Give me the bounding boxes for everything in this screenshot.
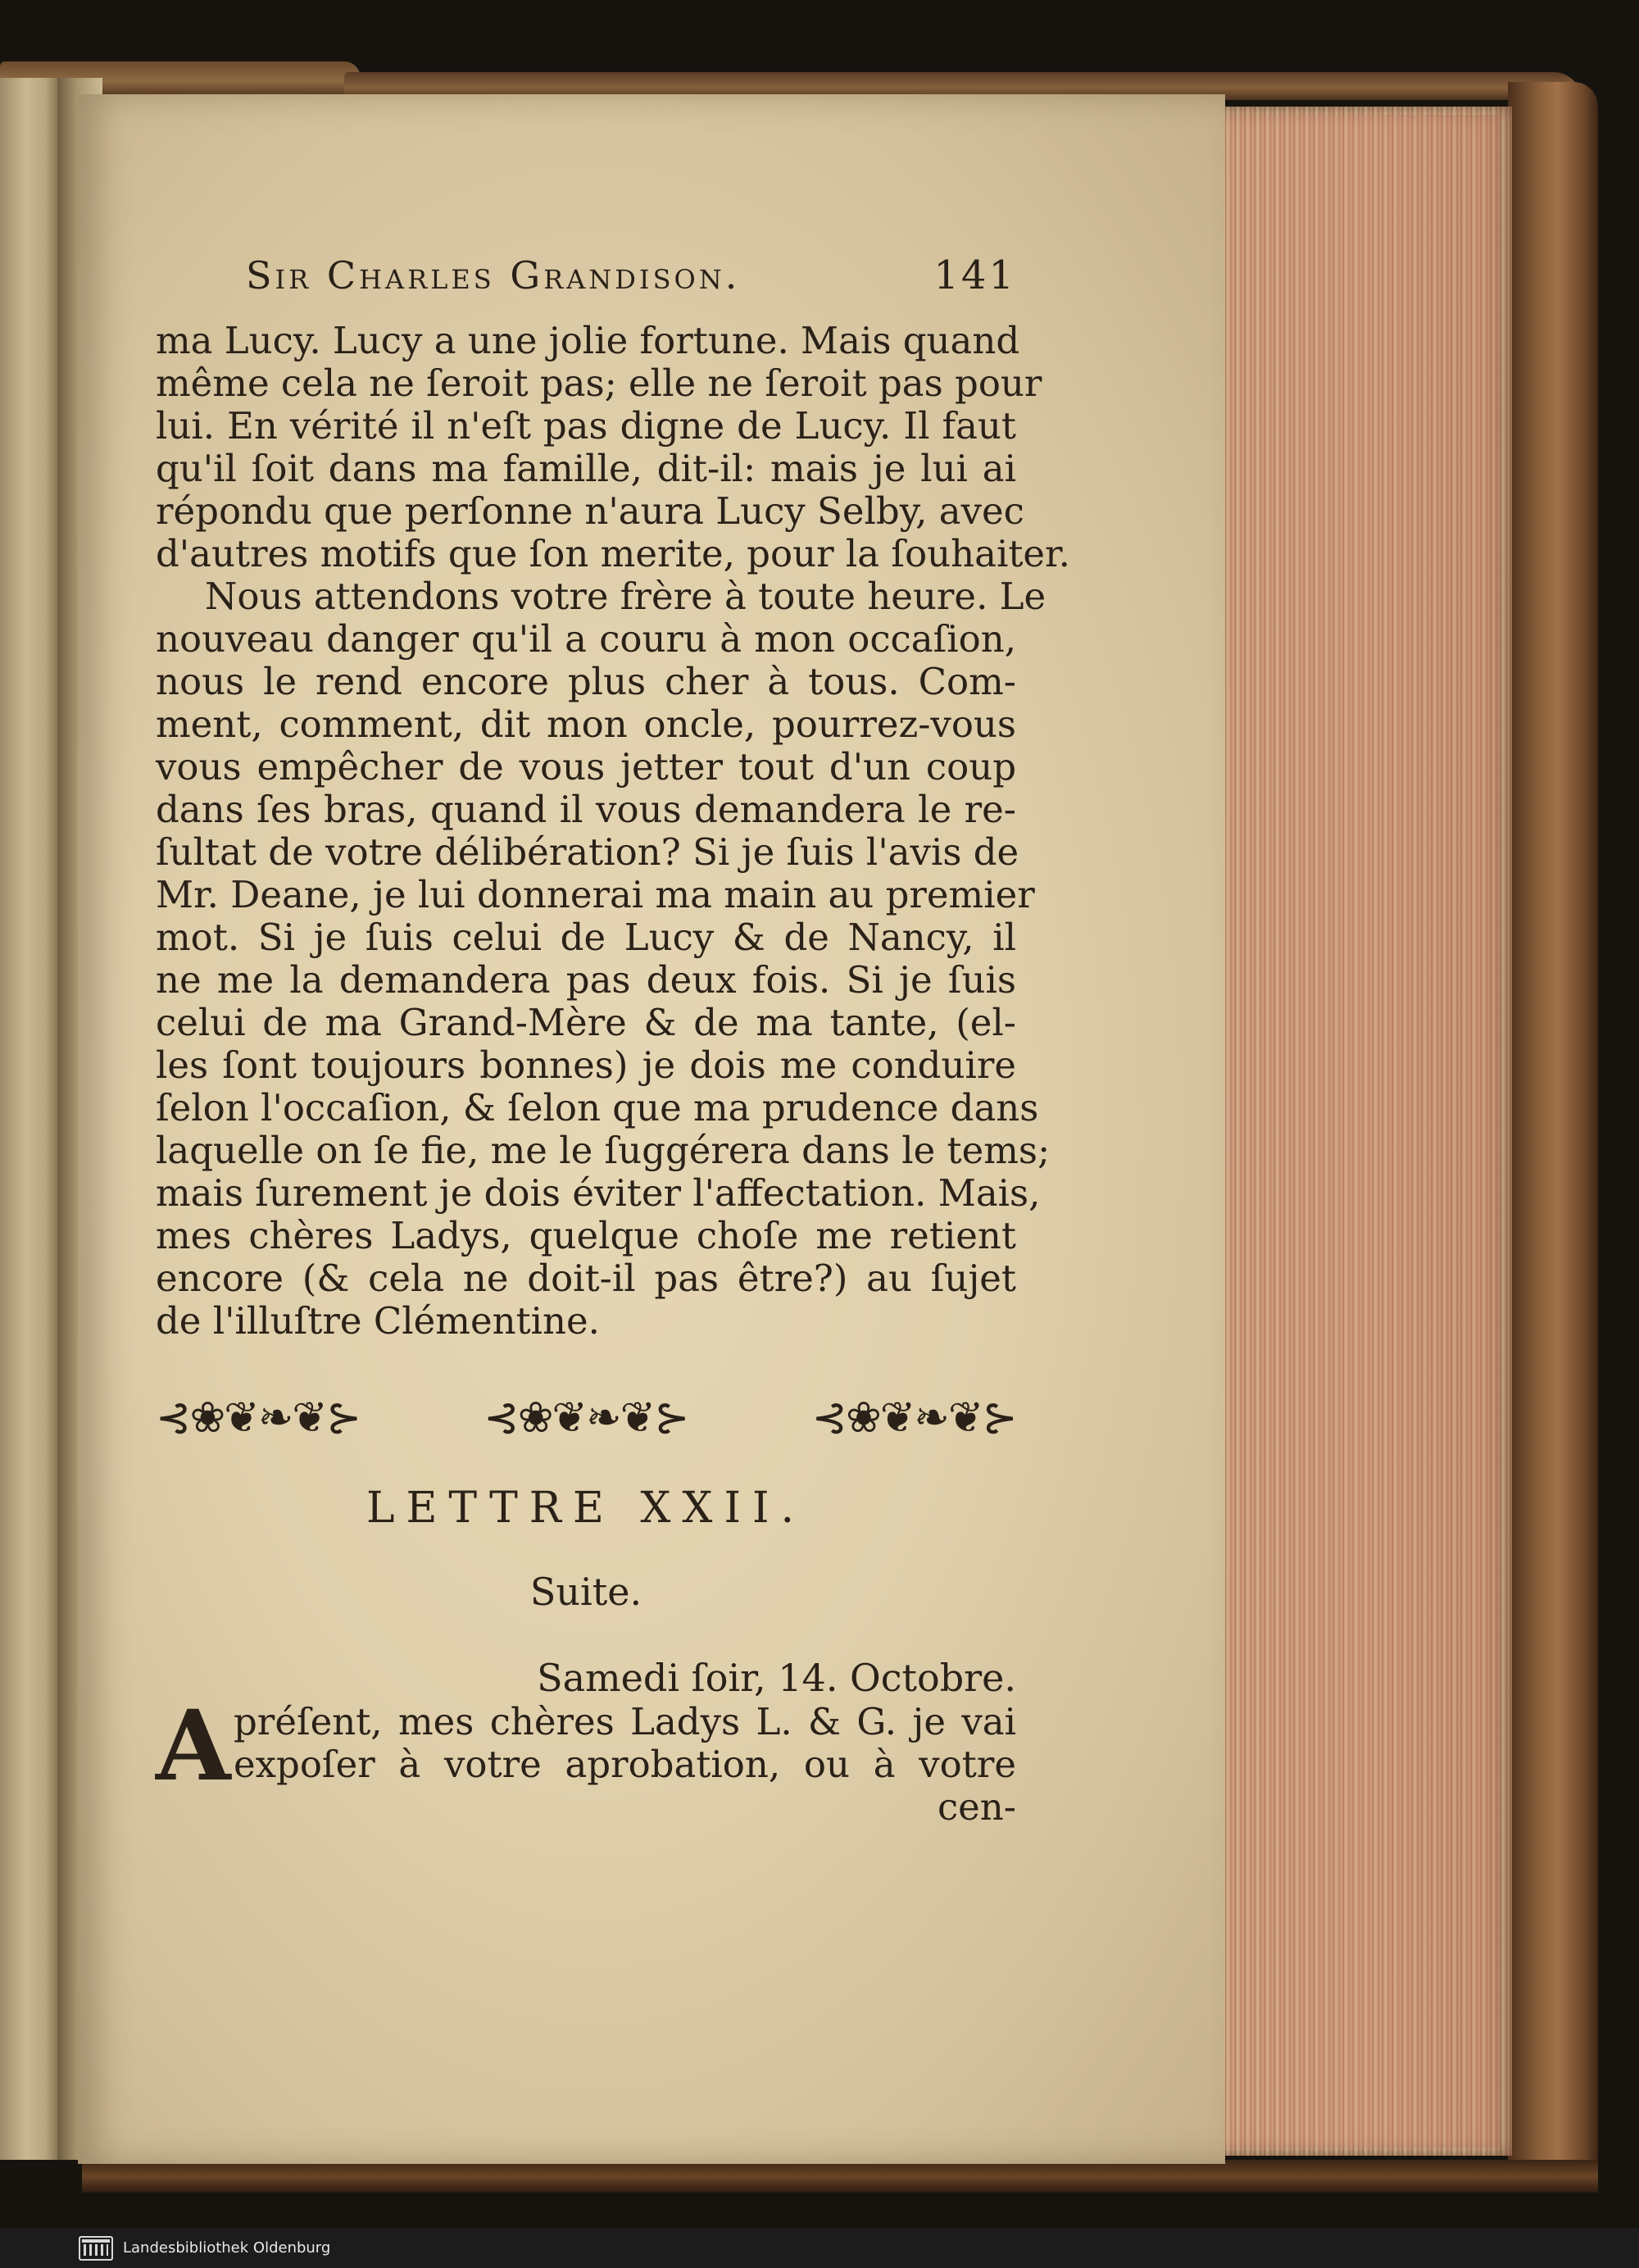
paragraph-2 bbox=[156, 575, 1051, 1343]
running-head-title: Sir Charles Grandison. bbox=[246, 253, 741, 298]
footer-bar bbox=[0, 2228, 1639, 2268]
text-line: ſultat de votre délibération? Si je ſuis l'avis de bbox=[156, 830, 1019, 874]
text-line: ſelon l'occaſion, & ſelon que ma prudence dans bbox=[156, 1086, 1039, 1129]
letter-heading: LETTRE XXII. bbox=[365, 1484, 806, 1533]
text-line: ment, comment, dit mon oncle, pourrez-vous bbox=[156, 702, 1016, 746]
text-line: d'autres motifs que ſon merite, pour la ſouhaiter. bbox=[156, 532, 1070, 575]
text-line: mes chères Ladys, quelque choſe me retient bbox=[156, 1214, 1016, 1257]
text-line: préſent, mes chères Ladys L. & G. je vai bbox=[234, 1700, 1016, 1743]
fleuron-ornament: ⊰❀❦❧❦⊱ bbox=[156, 1393, 361, 1443]
paragraph-1 bbox=[156, 319, 1070, 575]
text-line: encore (& cela ne doit-il pas être?) au ſujet bbox=[156, 1257, 1016, 1300]
text-line: ma Lucy. Lucy a une jolie fortune. Mais quand bbox=[156, 319, 1020, 362]
text-line: les ſont toujours bonnes) je dois me conduire bbox=[156, 1043, 1016, 1087]
text-line: expoſer à votre aprobation, ou à votre bbox=[234, 1743, 1016, 1786]
fleuron-ornament: ⊰❀❦❧❦⊱ bbox=[811, 1393, 1016, 1443]
back-cover bbox=[1508, 82, 1598, 2180]
text-line: même cela ne ſeroit pas; elle ne ſeroit pas pour bbox=[156, 361, 1042, 405]
text-line: lui. En vérité il n'eſt pas digne de Lucy. Il faut bbox=[156, 404, 1016, 448]
drop-cap: A bbox=[156, 1689, 231, 1802]
text-line: nous le rend encore plus cher à tous. Com- bbox=[156, 660, 1016, 703]
text-line: dans ſes bras, quand il vous demandera le re- bbox=[156, 788, 1016, 831]
text-line: Nous attendons votre frère à toute heure. Le bbox=[205, 575, 1047, 618]
body-text bbox=[156, 319, 1070, 1343]
text-line: celui de ma Grand-Mère & de ma tante, (el- bbox=[156, 1001, 1016, 1044]
fleuron-ornament: ⊰❀❦❧❦⊱ bbox=[484, 1393, 688, 1443]
dateline: Samedi ſoir, 14. Octobre. bbox=[537, 1656, 1016, 1700]
catchword: cen- bbox=[937, 1785, 1016, 1829]
text-line: mais ſurement je dois éviter l'affectation. Mais, bbox=[156, 1171, 1041, 1215]
text-line: de l'illuſtre Clémentine. bbox=[156, 1299, 600, 1343]
library-building-icon bbox=[79, 2236, 113, 2261]
text-line: vous empêcher de vous jetter tout d'un coup bbox=[156, 745, 1016, 789]
page-number: 141 bbox=[933, 252, 1016, 298]
page-edge-tint bbox=[1205, 115, 1500, 2148]
bottom-cover-edge bbox=[82, 2160, 1598, 2193]
letter-subheading: Suite. bbox=[529, 1570, 642, 1614]
letter-opening bbox=[156, 1689, 1016, 1829]
facing-page-edge bbox=[0, 78, 57, 2160]
text-line: qu'il ſoit dans ma famille, dit-il: mais je lui ai bbox=[156, 447, 1016, 490]
text-line: répondu que perſonne n'aura Lucy Selby, avec bbox=[156, 489, 1024, 533]
text-line: Mr. Deane, je lui donnerai ma main au premier bbox=[156, 873, 1035, 916]
running-head bbox=[246, 252, 1016, 298]
text-line: ne me la demandera pas deux fois. Si je ſuis bbox=[156, 958, 1016, 1002]
text-line: laquelle on ſe fie, me le ſuggérera dans le tems; bbox=[156, 1129, 1051, 1172]
text-line: nouveau danger qu'il a couru à mon occaſion, bbox=[156, 617, 1016, 661]
printer-ornament-band bbox=[156, 1393, 1016, 1443]
text-line: mot. Si je ſuis celui de Lucy & de Nancy, il bbox=[156, 916, 1016, 959]
library-name: Landesbibliothek Oldenburg bbox=[123, 2239, 331, 2257]
